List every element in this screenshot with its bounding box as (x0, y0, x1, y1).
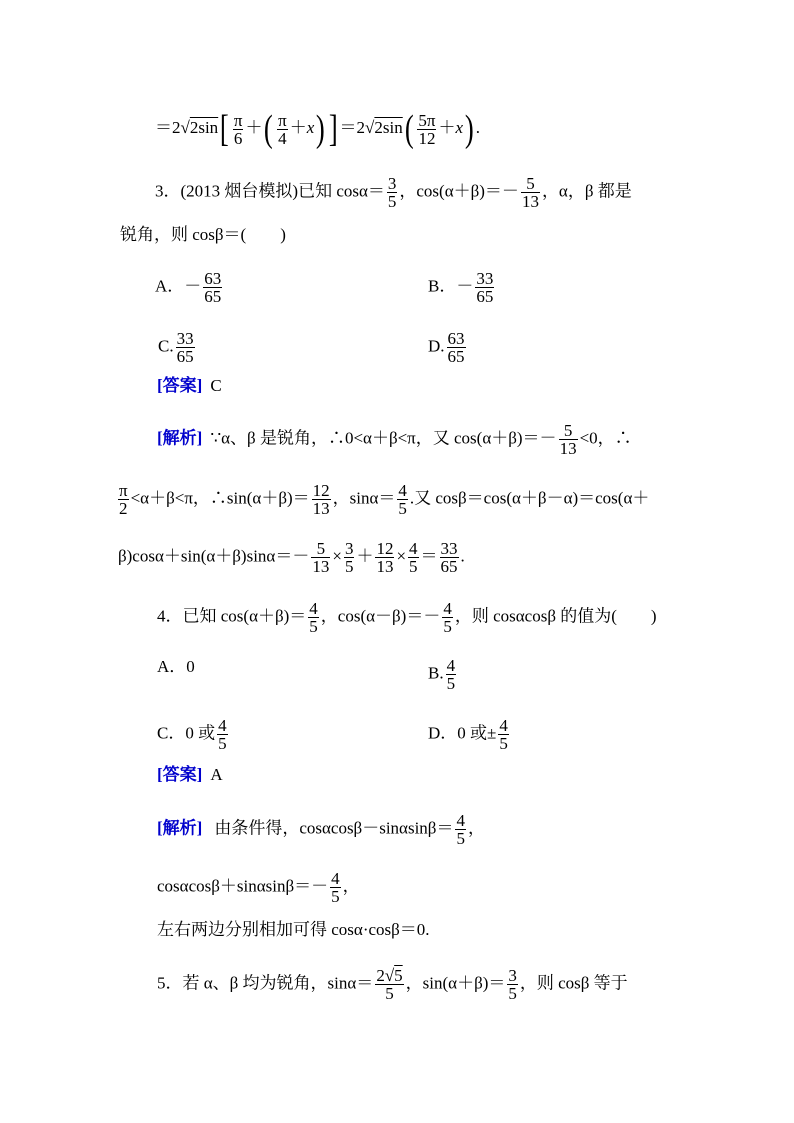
analysis-tag: [解析] (157, 428, 203, 448)
analysis-tag: [解析] (157, 818, 203, 838)
question-4-option-b: B. $\frac{4}{5}$ (428, 656, 456, 693)
question-4-analysis-line2: cosαcosβ＋sinαsinβ＝－ $\frac{4}{5}$ ， (157, 869, 360, 906)
question-4-analysis-line3: 左右两边分别相加可得 cosα·cosβ＝0. (157, 920, 430, 939)
question-4-option-c: C．0 或 $\frac{4}{5}$ (157, 716, 227, 753)
question-3-stem-line2: 锐角，则 cosβ＝( ) (120, 225, 286, 244)
question-4-stem: 4．已知 cos(α＋β)＝ $\frac{4}{5}$ ，cos(α－β)＝－ $\frac{4}{5}$ ，则 cosαcosβ 的值为( ) (157, 599, 657, 636)
question-3-analysis-line1: [解析] ∵α、β 是锐角，∴0<α＋β<π，又 cos(α＋β)＝－ $\frac{5}{13}$ <0，∴ (157, 421, 632, 458)
answer-tag: [答案] (157, 765, 203, 784)
question-3-option-b: B．－ $\frac{33}{65}$ (428, 269, 494, 306)
formula-line-top: ＝2√2sin[ $\frac{\pi}{6}$ ＋( $\frac{\pi}{4}$ ＋x)] ＝2√2sin( $\frac{5\pi}{12}$ ＋x) . (155, 108, 480, 150)
question-3-answer: [答案] C (157, 376, 222, 395)
question-3-analysis-line2: $\frac{\pi}{2}$ <α＋β<π，∴sin(α＋β)＝ $\frac{12}{13}$ ，sinα＝ $\frac{4}{5}$ .又 cosβ＝cos(α＋β－α)＝cos(α＋ (119, 481, 650, 518)
question-3-analysis-line3: β)cosα＋sin(α＋β)sinα＝－ $\frac{5}{13}$ × $\frac{3}{5}$ ＋ $\frac{12}{13}$ × $\frac{4}{5}$ ＝ $\frac{33}{65}$ . (118, 539, 465, 576)
question-4-analysis-line1: [解析] 由条件得，cosαcosβ－sinαsinβ＝ $\frac{4}{5}$ ， (157, 811, 485, 848)
question-5-stem: 5．若 α、β 均为锐角，sinα＝ $\frac{2√5}{5}$ ，sin(α＋β)＝ $\frac{3}{5}$ ，则 cosβ 等于 (157, 966, 628, 1003)
question-4-answer: [答案] A (157, 765, 223, 784)
question-4-option-a: A．0 (157, 657, 195, 676)
question-3-stem: 3．(2013 烟台模拟)已知 cosα＝ $\frac{3}{5}$ ，cos(α＋β)＝－ $\frac{5}{13}$ ，α，β 都是 (155, 174, 632, 211)
question-4-option-d: D．0 或± $\frac{4}{5}$ (428, 716, 508, 753)
question-3-option-c: C. $\frac{33}{65}$ (158, 329, 194, 366)
question-3-option-d: D. $\frac{63}{65}$ (428, 329, 465, 366)
question-3-option-a: A．－ $\frac{63}{65}$ (155, 269, 222, 306)
answer-tag: [答案] (157, 376, 203, 395)
